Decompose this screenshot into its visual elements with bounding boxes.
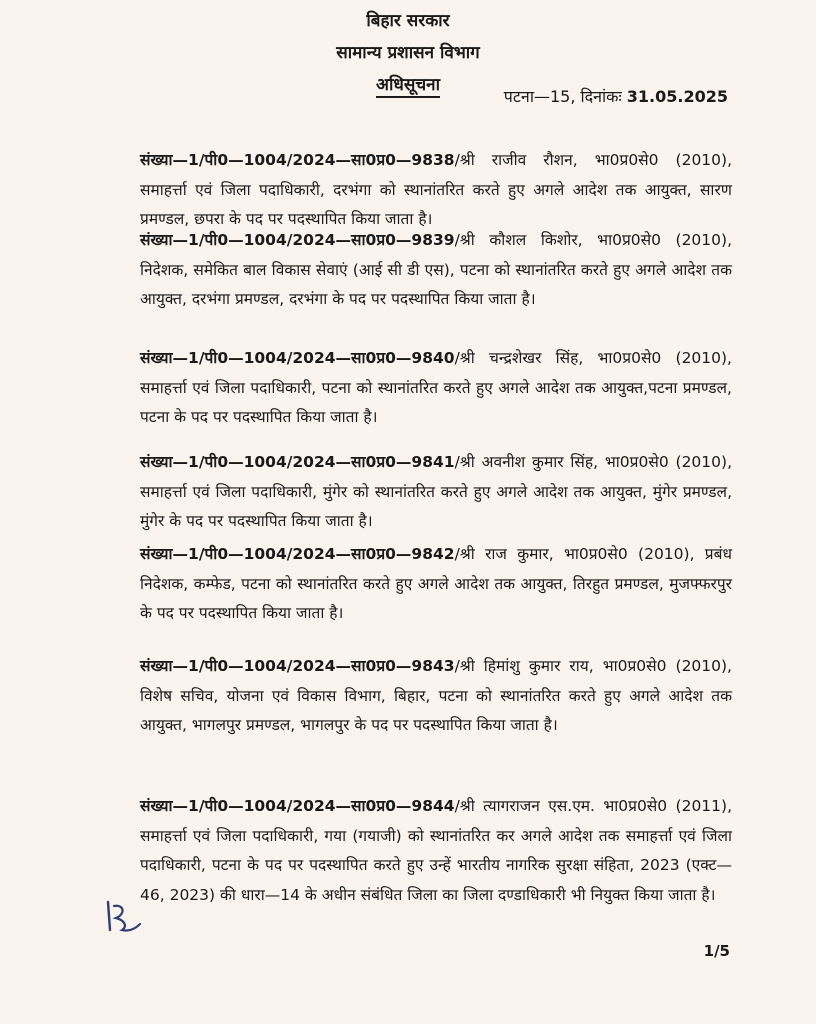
order-paragraph-4 (140, 448, 732, 537)
order-text: /श्री त्यागराजन एस.एम. भा0प्र0से0 (2011), समाहर्त्ता एवं जिला पदाधिकारी, गया (गयाजी) को स्थानांतरित कर अगले आदेश तक समाहर्त्ता एवं जिला पदाधिकारी, पटना के पद पर पदस्थापित करते हुए उन्हें भारतीय नागरिक सुरक्षा संहिता, 2023 (एक्ट—46, 2023) की धारा—14 के अधीन संबंधित जिला का जिला दण्डाधिकारी भी नियुक्त किया जाता है। (140, 797, 732, 904)
order-text: /श्री अवनीश कुमार सिंह, भा0प्र0से0 (2010), समाहर्त्ता एवं जिला पदाधिकारी, मुंगेर को स्थानांतरित करते हुए अगले आदेश तक आयुक्त, मुंगेर प्रमण्डल, मुंगेर के पद पर पदस्थापित किया जाता है। (140, 453, 732, 530)
order-reference: संख्या—1/पी0—1004/2024—सा0प्र0—9842 (140, 545, 455, 563)
order-text: /श्री राजीव रौशन, भा0प्र0से0 (2010), समाहर्त्ता एवं जिला पदाधिकारी, दरभंगा को स्थानांतरित करते हुए अगले आदेश तक आयुक्त, सारण प्रमण्डल, छपरा के पद पर पदस्थापित किया जाता है। (140, 151, 732, 228)
order-text: /श्री कौशल किशोर, भा0प्र0से0 (2010), निदेशक, समेकित बाल विकास सेवाएं (आई सी डी एस), पटना को स्थानांतरित करते हुए अगले आदेश तक आयुक्त, दरभंगा प्रमण्डल, दरभंगा के पद पर पदस्थापित किया जाता है। (140, 231, 732, 308)
signature-scribble-icon (100, 896, 144, 940)
dateline (504, 86, 728, 108)
government-heading: बिहार सरकार (366, 11, 450, 31)
order-reference: संख्या—1/पी0—1004/2024—सा0प्र0—9841 (140, 453, 455, 471)
order-text: /श्री हिमांशु कुमार राय, भा0प्र0से0 (2010), विशेष सचिव, योजना एवं विकास विभाग, बिहार, पटना को स्थानांतरित करते हुए अगले आदेश तक आयुक्त, भागलपुर प्रमण्डल, भागलपुर के पद पर पदस्थापित किया जाता है। (140, 657, 732, 734)
order-text: /श्री राज कुमार, भा0प्र0से0 (2010), प्रबंध निदेशक, कम्फेड, पटना को स्थानांतरित करते हुए अगले आदेश तक आयुक्त, तिरहुत प्रमण्डल, मुजफ्फरपुर के पद पर पदस्थापित किया जाता है। (140, 545, 732, 622)
order-paragraph-2 (140, 226, 732, 315)
dateline-date: 31.05.2025 (626, 87, 728, 106)
order-reference: संख्या—1/पी0—1004/2024—सा0प्र0—9843 (140, 657, 455, 675)
order-paragraph-6 (140, 652, 732, 741)
order-paragraph-3 (140, 344, 732, 433)
order-reference: संख्या—1/पी0—1004/2024—सा0प्र0—9844 (140, 797, 455, 815)
document-type-label: अधिसूचना (376, 75, 440, 98)
order-reference: संख्या—1/पी0—1004/2024—सा0प्र0—9839 (140, 231, 455, 249)
page-number: 1/5 (703, 942, 730, 960)
order-reference: संख्या—1/पी0—1004/2024—सा0प्र0—9840 (140, 349, 455, 367)
order-paragraph-5 (140, 540, 732, 629)
department-heading: सामान्य प्रशासन विभाग (336, 43, 480, 63)
dateline-place: पटना—15, दिनांकः (503, 87, 622, 106)
order-text: /श्री चन्द्रशेखर सिंह, भा0प्र0से0 (2010), समाहर्त्ता एवं जिला पदाधिकारी, पटना को स्थानांतरित करते हुए अगले आदेश तक आयुक्त,पटना प्रमण्डल, पटना के पद पर पदस्थापित किया जाता है। (140, 349, 732, 426)
order-paragraph-7 (140, 792, 732, 910)
order-reference: संख्या—1/पी0—1004/2024—सा0प्र0—9838 (140, 151, 455, 169)
order-paragraph-1 (140, 146, 732, 235)
